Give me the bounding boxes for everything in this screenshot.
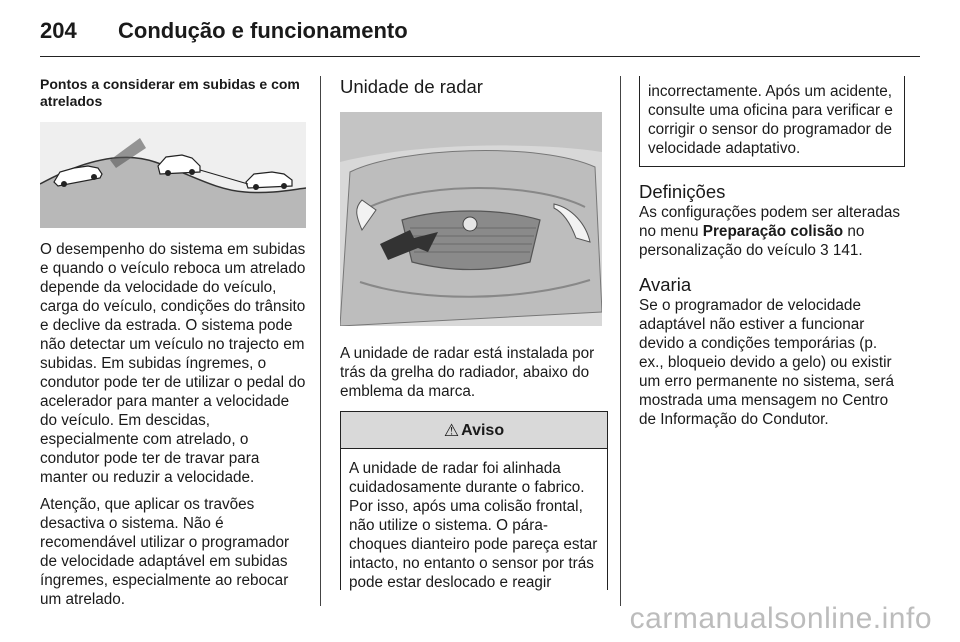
paragraph-radar: A unidade de radar está instalada por trás da grelha do radiador, abaixo do emblema da marca. <box>340 345 595 400</box>
warning-title: Aviso <box>461 421 505 439</box>
page-reference: 3 141. <box>820 242 863 259</box>
paragraph-hills: O desempenho do sistema em subidas e quando o veículo reboca um atrelado depende da velocidade do veículo, carga do veículo, condições do trânsito e declive da estrada. O sistema pode não detectar um veículo no trajecto em subidas. Em subidas íngremes, o condutor pode ter de utilizar o pedal do acelerador para manter a velocidade do veículo. Em descidas, especialmente com atrelado, o condutor pode ter de travar para manter ou reduzir a velocidade. <box>40 241 306 486</box>
warning-header <box>341 412 607 449</box>
column-divider-1 <box>320 76 321 606</box>
column-2 <box>340 76 608 590</box>
page-number: 204 <box>40 18 77 43</box>
paragraph-malfunction: Se o programador de velocidade adaptável não estiver a funcionar devido a condições temporárias (p. ex., bloqueio devido a gelo) ou existir um erro permanente no sistema, será mostrada uma mensagem no Centro de Informação do Condutor. <box>639 297 895 428</box>
heading-settings: Definições <box>639 181 726 202</box>
warning-continuation-text: incorrectamente. Após um acidente, consulte uma oficina para verificar e corrigir o sensor do programador de velocidade adaptativo. <box>648 83 893 157</box>
chapter-title: Condução e funcionamento <box>118 18 408 43</box>
column-divider-2 <box>620 76 621 606</box>
hill-cars-illustration <box>40 122 306 228</box>
paragraph-braking: Atenção, que aplicar os travões desactiva o sistema. Não é recomendável utilizar o programador de velocidade adaptável em subidas íngremes, especialmente ao rebocar um atrelado. <box>40 496 290 608</box>
menu-name-collision-prep: Preparação colisão <box>702 223 844 240</box>
warning-box <box>340 411 608 590</box>
radar-location-photo <box>340 112 602 326</box>
subheading-hills-trailers: Pontos a considerar em subidas e com atrelados <box>40 76 300 109</box>
paragraph-settings <box>639 203 905 260</box>
warning-triangle-icon: ⚠ <box>443 420 460 440</box>
column-3 <box>639 76 905 437</box>
warning-text: A unidade de radar foi alinhada cuidadosamente durante o fabrico. Por isso, após uma colisão frontal, não utilize o sistema. O pára-choques dianteiro pode pareça estar intacto, no entanto o sensor por trás pode estar deslocado e reagir <box>349 460 598 591</box>
watermark: carmanualsonline.info <box>629 602 932 635</box>
heading-malfunction: Avaria <box>639 274 692 295</box>
settings-text-2: no personalização do veículo <box>639 223 865 259</box>
page-header <box>40 18 408 44</box>
warning-continuation-box <box>639 76 905 167</box>
header-rule <box>40 56 920 57</box>
column-1 <box>40 76 306 617</box>
heading-radar-unit: Unidade de radar <box>340 76 483 97</box>
settings-text-1: As configurações podem ser alteradas no menu <box>639 204 901 240</box>
